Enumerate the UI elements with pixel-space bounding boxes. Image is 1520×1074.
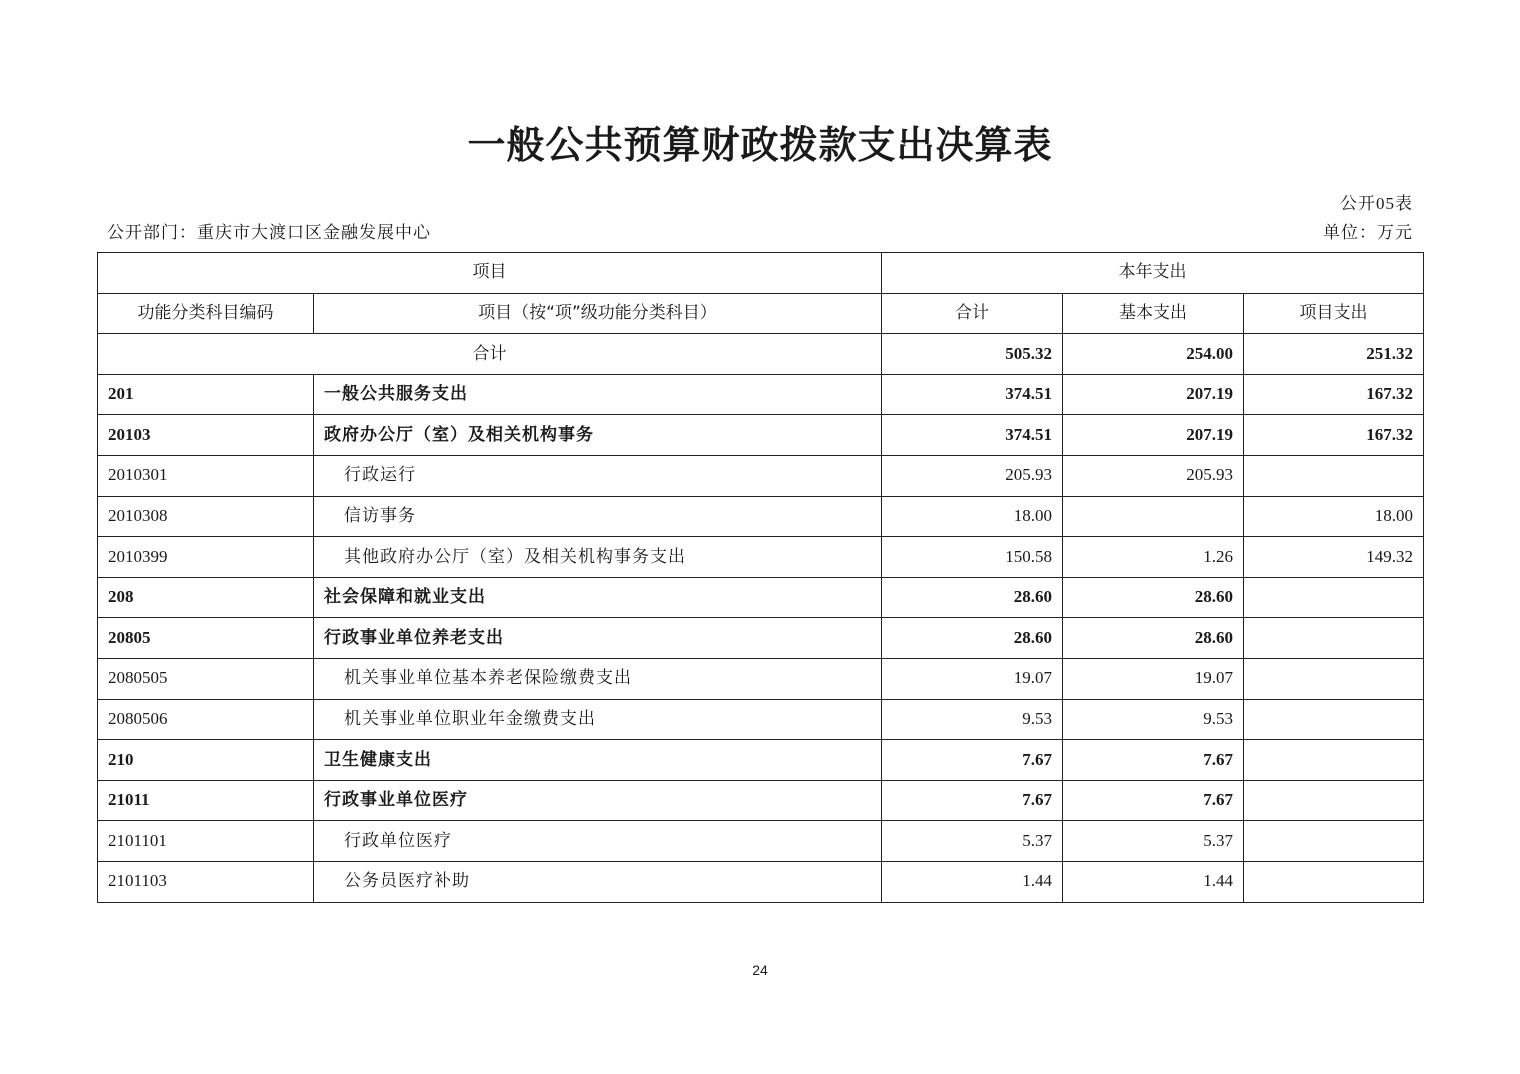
header-row-2 <box>98 293 1424 334</box>
row-total: 1.44 <box>882 861 1063 902</box>
row-code: 2101103 <box>98 861 314 902</box>
header-basic: 基本支出 <box>1063 293 1244 334</box>
row-total: 7.67 <box>882 780 1063 821</box>
page-number: 24 <box>752 962 768 978</box>
row-basic: 19.07 <box>1063 658 1244 699</box>
row-code: 2080506 <box>98 699 314 740</box>
row-project <box>1244 740 1424 781</box>
header-item: 项目（按“项”级功能分类科目） <box>314 293 882 334</box>
table-row <box>98 415 1424 456</box>
row-name: 机关事业单位基本养老保险缴费支出 <box>314 658 882 699</box>
row-total: 5.37 <box>882 821 1063 862</box>
row-code: 2080505 <box>98 658 314 699</box>
row-name: 行政事业单位医疗 <box>314 780 882 821</box>
row-code: 2101101 <box>98 821 314 862</box>
row-name: 其他政府办公厅（室）及相关机构事务支出 <box>314 537 882 578</box>
row-name: 行政运行 <box>314 455 882 496</box>
row-name: 政府办公厅（室）及相关机构事务 <box>314 415 882 456</box>
row-basic: 1.26 <box>1063 537 1244 578</box>
row-project: 167.32 <box>1244 415 1424 456</box>
row-total: 18.00 <box>882 496 1063 537</box>
header-row-1 <box>98 253 1424 294</box>
row-total: 150.58 <box>882 537 1063 578</box>
row-code: 21011 <box>98 780 314 821</box>
header-project-expense: 项目支出 <box>1244 293 1424 334</box>
department-label: 公开部门：重庆市大渡口区金融发展中心 <box>107 223 431 242</box>
row-basic: 5.37 <box>1063 821 1244 862</box>
row-project <box>1244 861 1424 902</box>
table-row <box>98 699 1424 740</box>
header-project: 项目 <box>98 253 882 294</box>
total-row <box>98 334 1424 375</box>
table-row <box>98 455 1424 496</box>
row-total: 205.93 <box>882 455 1063 496</box>
row-project <box>1244 699 1424 740</box>
header-total: 合计 <box>882 293 1063 334</box>
row-project <box>1244 455 1424 496</box>
row-name: 一般公共服务支出 <box>314 374 882 415</box>
budget-table <box>97 252 1424 903</box>
row-project: 149.32 <box>1244 537 1424 578</box>
table-row <box>98 821 1424 862</box>
row-name: 卫生健康支出 <box>314 740 882 781</box>
row-total: 28.60 <box>882 577 1063 618</box>
total-basic: 254.00 <box>1063 334 1244 375</box>
table-row <box>98 740 1424 781</box>
row-code: 201 <box>98 374 314 415</box>
row-total: 374.51 <box>882 374 1063 415</box>
table-row <box>98 537 1424 578</box>
row-total: 7.67 <box>882 740 1063 781</box>
row-basic: 7.67 <box>1063 780 1244 821</box>
row-basic: 207.19 <box>1063 374 1244 415</box>
total-label: 合计 <box>98 334 882 375</box>
row-project: 167.32 <box>1244 374 1424 415</box>
row-total: 19.07 <box>882 658 1063 699</box>
page-title: 一般公共预算财政拨款支出决算表 <box>467 123 1053 167</box>
row-code: 2010308 <box>98 496 314 537</box>
table-row <box>98 618 1424 659</box>
row-basic: 28.60 <box>1063 577 1244 618</box>
row-project: 18.00 <box>1244 496 1424 537</box>
row-code: 20103 <box>98 415 314 456</box>
row-name: 信访事务 <box>314 496 882 537</box>
row-project <box>1244 821 1424 862</box>
row-project <box>1244 780 1424 821</box>
unit-label: 单位：万元 <box>1323 223 1413 242</box>
row-basic: 9.53 <box>1063 699 1244 740</box>
row-code: 210 <box>98 740 314 781</box>
row-total: 9.53 <box>882 699 1063 740</box>
row-project <box>1244 618 1424 659</box>
table-row <box>98 861 1424 902</box>
table-row <box>98 577 1424 618</box>
row-code: 208 <box>98 577 314 618</box>
row-code: 20805 <box>98 618 314 659</box>
row-name: 机关事业单位职业年金缴费支出 <box>314 699 882 740</box>
table-row <box>98 496 1424 537</box>
table-row <box>98 658 1424 699</box>
row-name: 行政事业单位养老支出 <box>314 618 882 659</box>
row-name: 公务员医疗补助 <box>314 861 882 902</box>
table-row <box>98 780 1424 821</box>
total-project: 251.32 <box>1244 334 1424 375</box>
row-total: 374.51 <box>882 415 1063 456</box>
row-code: 2010301 <box>98 455 314 496</box>
row-project <box>1244 658 1424 699</box>
row-basic: 7.67 <box>1063 740 1244 781</box>
row-basic <box>1063 496 1244 537</box>
header-code: 功能分类科目编码 <box>98 293 314 334</box>
row-name: 社会保障和就业支出 <box>314 577 882 618</box>
row-project <box>1244 577 1424 618</box>
row-basic: 205.93 <box>1063 455 1244 496</box>
row-basic: 207.19 <box>1063 415 1244 456</box>
row-basic: 28.60 <box>1063 618 1244 659</box>
header-current-year: 本年支出 <box>882 253 1424 294</box>
row-basic: 1.44 <box>1063 861 1244 902</box>
total-value: 505.32 <box>882 334 1063 375</box>
table-row <box>98 374 1424 415</box>
row-total: 28.60 <box>882 618 1063 659</box>
row-code: 2010399 <box>98 537 314 578</box>
table-number: 公开05表 <box>1340 194 1413 213</box>
row-name: 行政单位医疗 <box>314 821 882 862</box>
